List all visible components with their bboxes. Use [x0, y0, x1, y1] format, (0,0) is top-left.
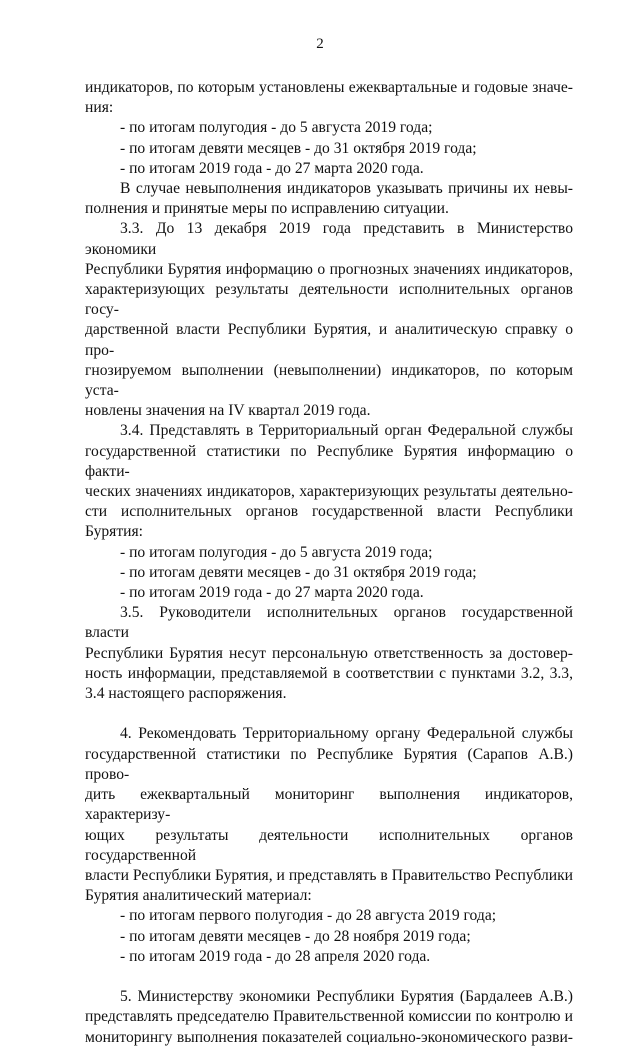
text-line: гнозируемом выполнении (невыполнении) индикаторов, по которым уста- [85, 361, 573, 400]
text-line: дарственной власти Республики Бурятия, и аналитическую справку о про- [85, 321, 573, 359]
text-line: ющих результаты деятельности исполнительных органов государственной [85, 826, 573, 864]
text-line: дить ежеквартальный мониторинг выполнения индикаторов, характеризу- [85, 786, 573, 824]
text-line: новлены значения на IV квартал 2019 года. [85, 402, 371, 420]
list-item: - по итогам девяти месяцев - до 28 ноября 2019 года; [120, 927, 471, 945]
text-line: Республики Бурятия несут персональную ответственность за достовер- [85, 644, 573, 662]
text-line: индикаторов, по которым установлены ежеквартальные и годовые значе- [85, 79, 573, 96]
text-line: 5. Министерству экономики Республики Бурятия (Бардалеев А.В.) [120, 988, 573, 1006]
text-line: В случае невыполнения индикаторов указывать причины их невы- [120, 180, 573, 198]
paragraph-gap [85, 967, 573, 987]
text-line: 3.4 настоящего распоряжения. [85, 685, 287, 703]
list-item: - по итогам девяти месяцев - до 31 октября 2019 года; [120, 563, 477, 581]
document-body [85, 78, 573, 1048]
text-line: ческих значениях индикаторов, характеризующих результаты деятельно- [85, 483, 573, 501]
text-line: Бурятия аналитический материал: [85, 887, 312, 905]
text-line: 3.5. Руководители исполнительных органов государственной власти [85, 604, 573, 642]
page-number: 2 [316, 36, 324, 52]
list-item: - по итогам 2019 года - до 27 марта 2020 года. [120, 159, 424, 177]
list-item: - по итогам полугодия - до 5 августа 2019 года; [120, 543, 433, 561]
list-item: - по итогам первого полугодия - до 28 августа 2019 года; [120, 907, 497, 925]
text-line: власти Республики Бурятия, и представлять в Правительство Республики [85, 866, 573, 884]
text-line: государственной статистики по Республике Бурятия (Сарапов А.В.) прово- [85, 745, 573, 783]
text-line: полнения и принятые меры по исправлению ситуации. [85, 200, 449, 218]
list-item: - по итогам 2019 года - до 27 марта 2020 года. [120, 584, 424, 602]
text-line: 3.4. Представлять в Территориальный орган Федеральной службы [120, 422, 573, 440]
text-line: сти исполнительных органов государственной власти Республики Бурятия: [85, 503, 573, 541]
paragraph-gap [85, 704, 573, 724]
text-line: характеризующих результаты деятельности исполнительных органов госу- [85, 281, 573, 319]
text-line: мониторингу выполнения показателей социально-экономического разви- [85, 1028, 573, 1046]
text-line: ность информации, представляемой в соответствии с пунктами 3.2, 3.3, [85, 664, 573, 682]
list-item: - по итогам 2019 года - до 28 апреля 2020 года. [120, 947, 431, 965]
text-line: представлять председателю Правительственной комиссии по контролю и [85, 1008, 573, 1026]
text-line: ния: [85, 99, 114, 117]
text-line: государственной статистики по Республике Бурятия информацию о факти- [85, 442, 573, 480]
list-item: - по итогам девяти месяцев - до 31 октября 2019 года; [120, 139, 477, 157]
text-line: 3.3. До 13 декабря 2019 года представить в Министерство экономики [85, 220, 573, 258]
text-line: Республики Бурятия информацию о прогнозных значениях индикаторов, [85, 260, 573, 278]
text-line: 4. Рекомендовать Территориальному органу Федеральной службы [120, 725, 573, 743]
list-item: - по итогам полугодия - до 5 августа 2019 года; [120, 119, 433, 137]
